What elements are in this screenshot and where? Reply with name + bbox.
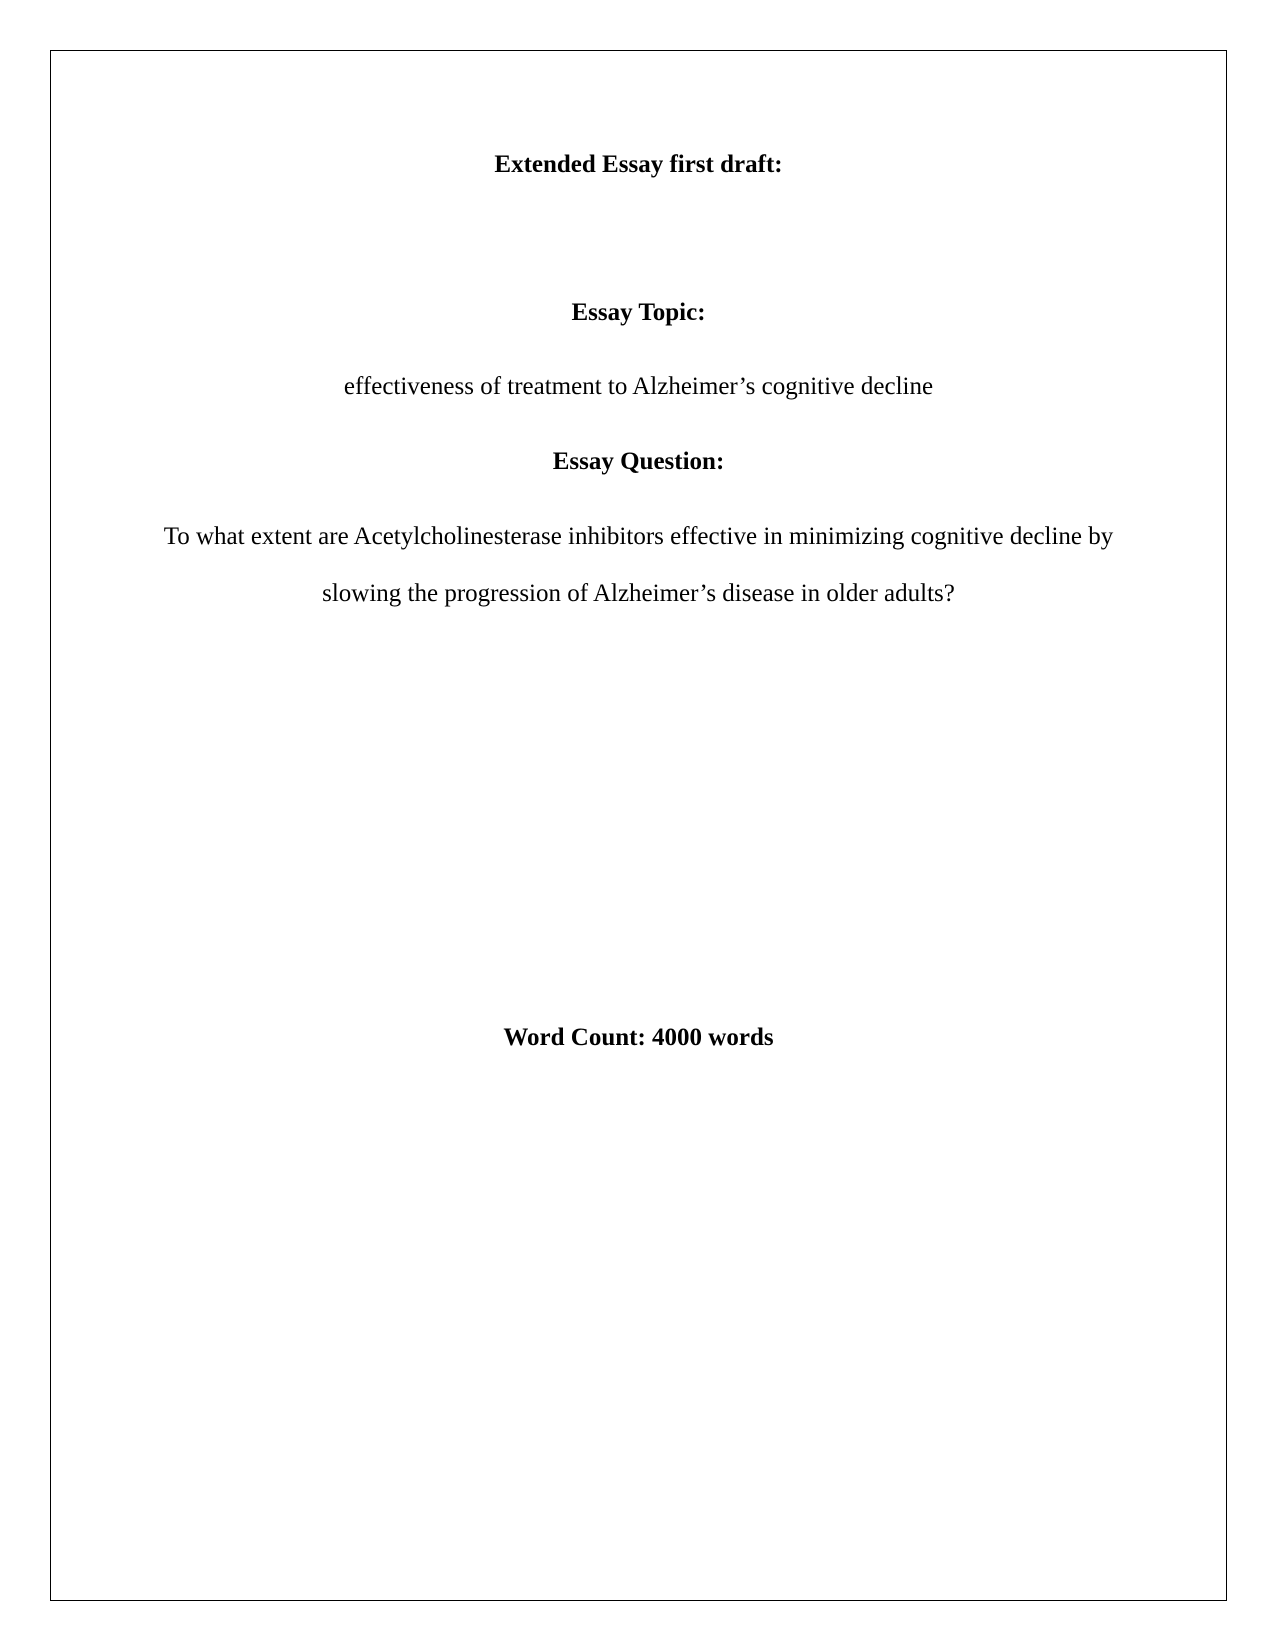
question-line: To what extent are Acetylcholinesterase inhibitors effective in minimizing cognitive decline by xyxy=(163,523,1114,550)
document-title: Extended Essay first draft: xyxy=(494,151,783,178)
page-border xyxy=(50,50,1227,1601)
question-line: slowing the progression of Alzheimer’s disease in older adults? xyxy=(322,580,955,607)
word-count: Word Count: 4000 words xyxy=(503,1024,774,1051)
question-heading: Essay Question: xyxy=(552,448,725,475)
topic-text: effectiveness of treatment to Alzheimer’s cognitive decline xyxy=(343,373,934,400)
topic-heading: Essay Topic: xyxy=(571,299,706,326)
